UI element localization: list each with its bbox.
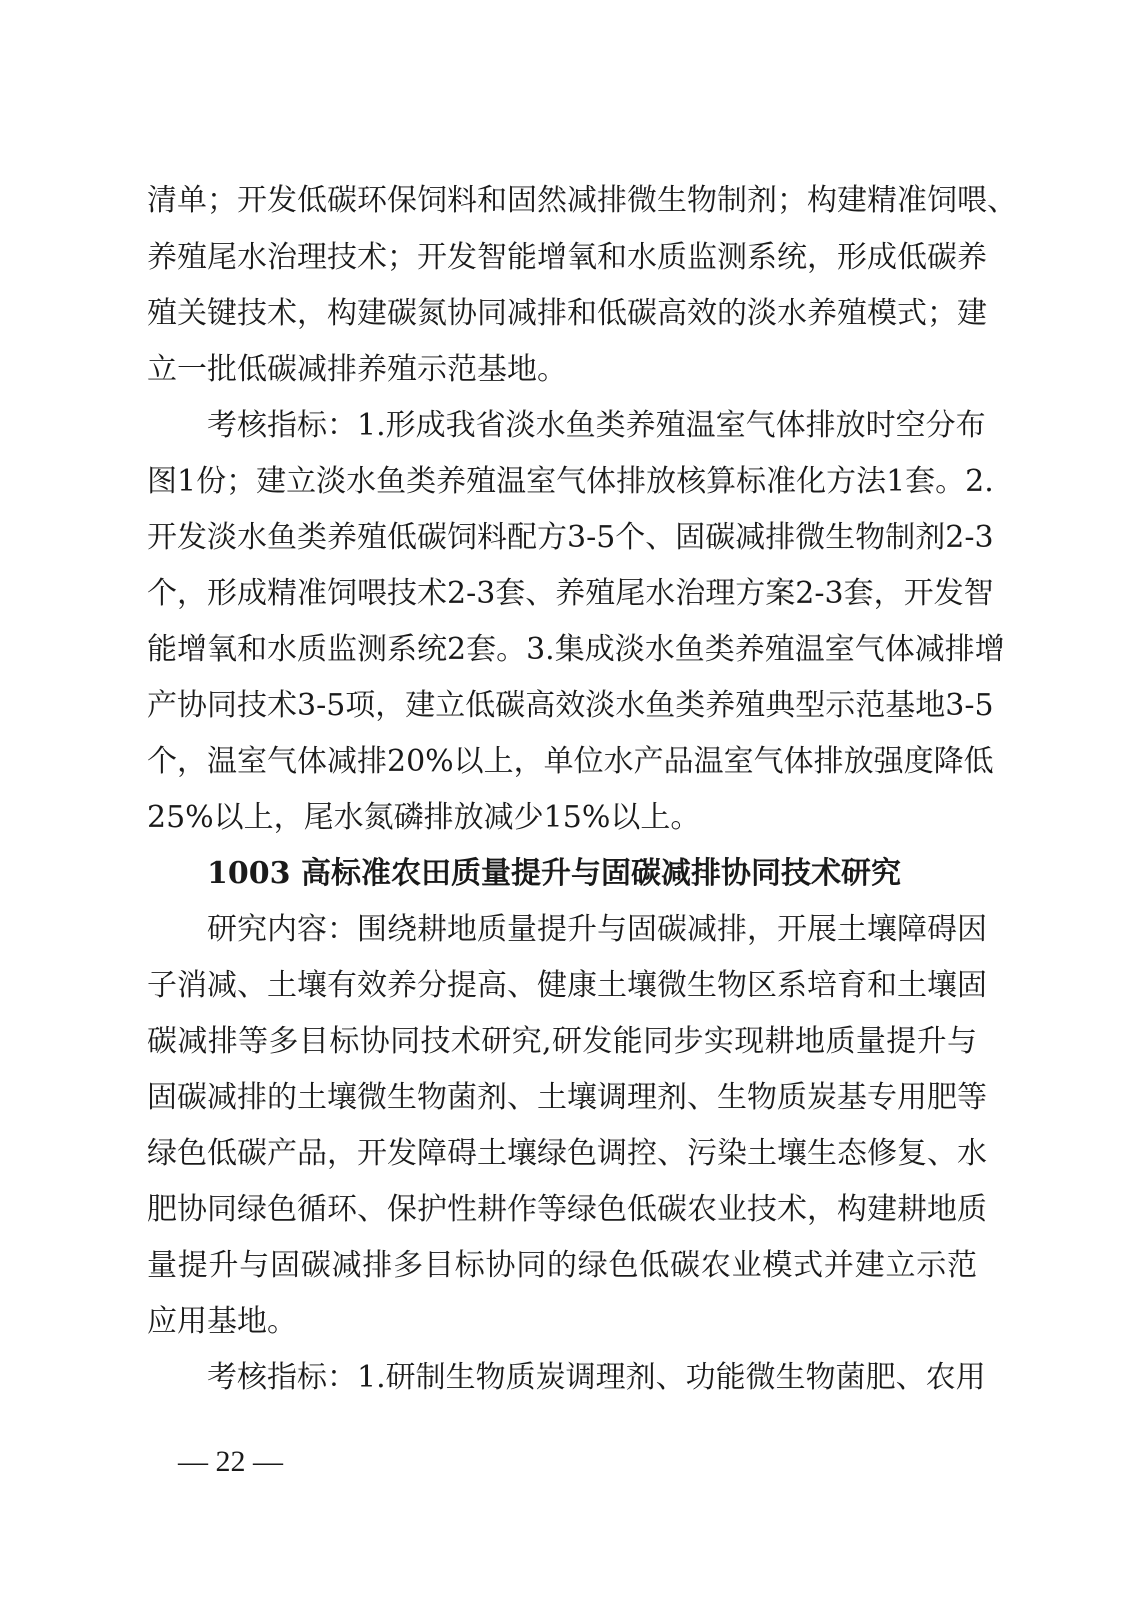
research-line-1: 研究内容：围绕耕地质量提升与固碳减排，开展土壤障碍因 [207,912,987,947]
assessment-line-5: 能增氧和水质监测系统2套。3.集成淡水鱼类养殖温室气体减排增 [147,632,1005,667]
body-line-4: 立一批低碳减排养殖示范基地。 [147,352,567,387]
section-heading: 1003 高标准农田质量提升与固碳减排协同技术研究 [207,856,901,891]
body-line-3: 殖关键技术，构建碳氮协同减排和低碳高效的淡水养殖模式；建 [147,296,987,331]
assessment-line-3: 开发淡水鱼类养殖低碳饲料配方3-5个、固碳减排微生物制剂2-3 [147,520,994,555]
research-line-6: 肥协同绿色循环、保护性耕作等绿色低碳农业技术，构建耕地质 [147,1192,987,1227]
research-line-2: 子消减、土壤有效养分提高、健康土壤微生物区系培育和土壤固 [147,968,987,1003]
assessment-line-1: 考核指标：1.形成我省淡水鱼类养殖温室气体排放时空分布 [207,408,986,443]
research-line-4: 固碳减排的土壤微生物菌剂、土壤调理剂、生物质炭基专用肥等 [147,1080,987,1115]
assessment-line-7: 个，温室气体减排20%以上，单位水产品温室气体排放强度降低 [147,744,994,779]
research-line-8: 应用基地。 [147,1304,297,1339]
assessment2-line-1: 考核指标：1.研制生物质炭调理剂、功能微生物菌肥、农用 [207,1360,986,1395]
research-line-3: 碳减排等多目标协同技术研究,研发能同步实现耕地质量提升与 [147,1024,977,1059]
page-number: — 22 — [178,1445,283,1478]
assessment-line-8: 25%以上，尾水氮磷排放减少15%以上。 [147,800,701,835]
assessment-line-6: 产协同技术3-5项，建立低碳高效淡水鱼类养殖典型示范基地3-5 [147,688,994,723]
research-line-7: 量提升与固碳减排多目标协同的绿色低碳农业模式并建立示范 [147,1248,977,1283]
body-line-1: 清单；开发低碳环保饲料和固然减排微生物制剂；构建精准饲喂、 [147,183,1017,218]
assessment-line-2: 图1份；建立淡水鱼类养殖温室气体排放核算标准化方法1套。2. [147,464,994,499]
assessment-line-4: 个，形成精准饲喂技术2-3套、养殖尾水治理方案2-3套，开发智 [147,576,994,611]
research-line-5: 绿色低碳产品，开发障碍土壤绿色调控、污染土壤生态修复、水 [147,1136,987,1171]
body-line-2: 养殖尾水治理技术；开发智能增氧和水质监测系统，形成低碳养 [147,240,987,275]
